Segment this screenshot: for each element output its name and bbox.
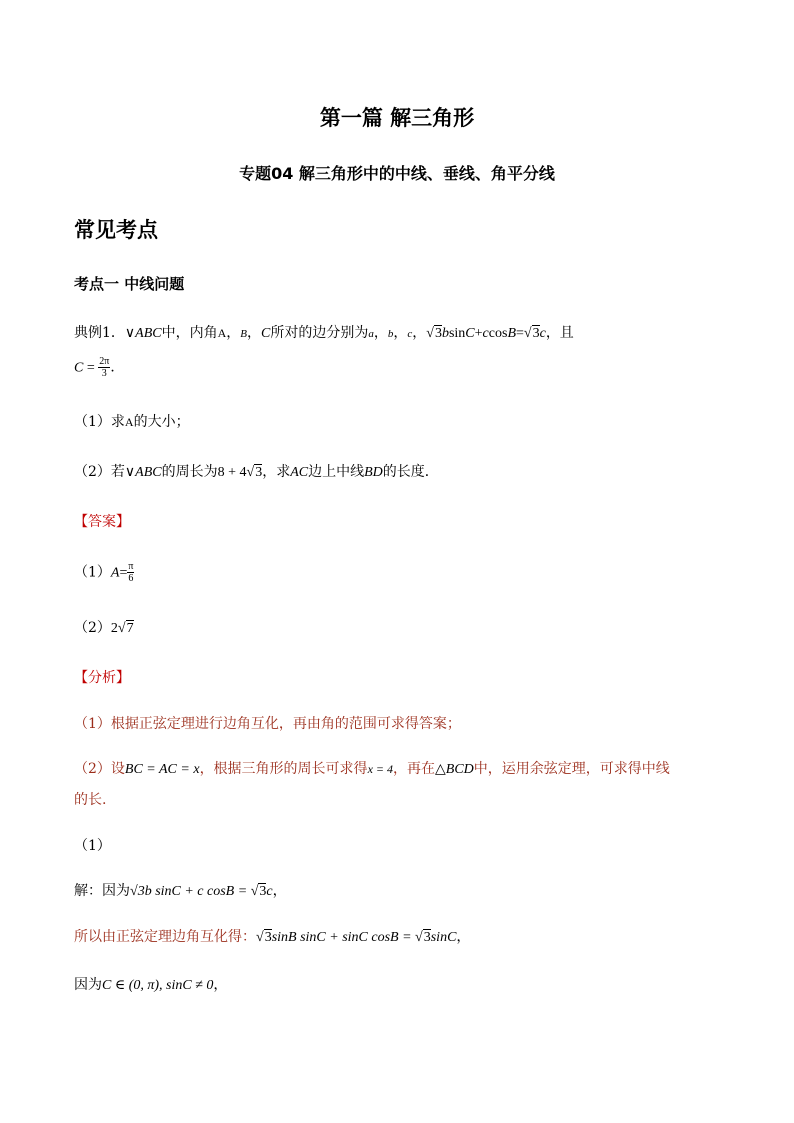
solution-text: 所以由正弦定理边角互化得： bbox=[74, 929, 256, 945]
solution-text: ， bbox=[213, 977, 228, 993]
solution-eq-1-rhs: c bbox=[266, 884, 273, 899]
analysis-x-value: x = 4 bbox=[367, 762, 393, 776]
sqrt-symbol: √ bbox=[130, 884, 138, 899]
fraction-denominator: 3 bbox=[101, 368, 107, 379]
sqrt-radicand: 3 bbox=[255, 465, 263, 480]
question-2 bbox=[74, 463, 439, 482]
median-bd: BD bbox=[364, 465, 383, 480]
question-2-text: 的周长为 bbox=[161, 464, 218, 480]
question-1-rest: 的大小； bbox=[133, 414, 190, 430]
sqrt-radicand: 3 bbox=[259, 884, 267, 899]
sep: ， bbox=[412, 325, 427, 341]
solution-step-label: （1） bbox=[74, 838, 111, 854]
angle-a: A bbox=[217, 326, 227, 340]
question-1-label: （1）求 bbox=[74, 414, 125, 430]
analysis-text: 中，运用余弦定理，可求得中线 bbox=[473, 761, 670, 777]
answer-2-label: （2） bbox=[74, 620, 111, 636]
example-line-1 bbox=[74, 324, 574, 343]
solution-text: ， bbox=[272, 883, 287, 899]
question-2-text: ，求 bbox=[262, 464, 291, 480]
subsection-heading: 考点一 中线问题 bbox=[74, 275, 185, 293]
eq-b-angle: B bbox=[507, 326, 516, 341]
question-2-text: 边上中线 bbox=[308, 464, 365, 480]
answer-1-lhs: A bbox=[110, 565, 120, 581]
sqrt-radicand: 3 bbox=[423, 930, 431, 945]
angle-c-label: C bbox=[74, 360, 84, 376]
eq-c-angle: C bbox=[465, 326, 475, 341]
side-c: c bbox=[407, 328, 413, 340]
eq-rhs-c: c bbox=[539, 326, 546, 341]
answer-2 bbox=[74, 619, 134, 638]
fraction-2pi-3 bbox=[98, 356, 110, 379]
analysis-heading: 【分析】 bbox=[74, 670, 130, 686]
solution-eq-1: 3b sinC + c cosB = bbox=[137, 884, 251, 899]
solution-line-1 bbox=[74, 882, 287, 901]
question-2-label: （2）若 bbox=[74, 464, 125, 480]
example-text: 所对的边分别为 bbox=[270, 325, 369, 341]
fraction-pi-6 bbox=[127, 561, 134, 584]
example-text: 中，内角 bbox=[161, 325, 218, 341]
example-line-2 bbox=[74, 356, 124, 379]
period: ． bbox=[110, 359, 125, 376]
analysis-p1: （1）根据正弦定理进行边角互化，再由角的范围可求得答案； bbox=[74, 716, 461, 732]
eq-c-side: c bbox=[482, 326, 489, 341]
sep: ， bbox=[393, 325, 408, 341]
sqrt-symbol: √ bbox=[117, 621, 126, 636]
analysis-p2-cont: 的长. bbox=[74, 792, 107, 808]
example-prefix: 典例1． bbox=[74, 325, 125, 341]
sep: ， bbox=[226, 325, 241, 341]
side-ac: AC bbox=[290, 465, 309, 480]
eq-equals: = bbox=[516, 326, 524, 341]
section-heading: 常见考点 bbox=[74, 218, 158, 242]
angle-c: C bbox=[261, 326, 271, 341]
triangle-name: ABC bbox=[135, 326, 162, 341]
angle-b: B bbox=[240, 328, 248, 340]
sqrt-symbol: √ bbox=[250, 884, 259, 899]
page-subtitle: 专题04 解三角形中的中线、垂线、角平分线 bbox=[239, 164, 555, 183]
page-title: 第一篇 解三角形 bbox=[319, 106, 475, 130]
question-1 bbox=[74, 413, 190, 431]
solution-eq-2-rhs: sinC bbox=[430, 930, 457, 945]
fraction-denominator: 6 bbox=[128, 573, 134, 584]
solution-eq-2: sinB sinC + sinC cosB = bbox=[271, 930, 416, 945]
question-1-a: A bbox=[124, 415, 134, 429]
question-2-text: 的长度． bbox=[382, 464, 439, 480]
sqrt-radicand: 3 bbox=[532, 326, 540, 341]
sqrt-symbol: √ bbox=[246, 465, 255, 480]
triangle-symbol: ∨ bbox=[124, 465, 136, 480]
sqrt-symbol: √ bbox=[415, 930, 423, 945]
answer-1-eq: = bbox=[119, 565, 128, 581]
answer-1-label: （1） bbox=[74, 564, 111, 581]
solution-line-3 bbox=[74, 976, 227, 995]
eq-sin: sin bbox=[448, 326, 466, 341]
sqrt-radicand: 3 bbox=[434, 326, 442, 341]
perimeter-value: 8 + 4 bbox=[217, 465, 247, 480]
fraction-numerator: π bbox=[128, 561, 134, 572]
side-b: b bbox=[387, 328, 394, 340]
solution-text: 因为 bbox=[74, 977, 102, 993]
answer-2-coef: 2 bbox=[110, 621, 118, 636]
sqrt-symbol: √ bbox=[256, 930, 264, 945]
sep: ， bbox=[247, 325, 262, 341]
solution-eq-3: C ∈ (0, π), sinC ≠ 0 bbox=[102, 978, 214, 993]
answer-heading: 【答案】 bbox=[74, 514, 130, 530]
fraction-numerator: 2π bbox=[99, 356, 110, 367]
eq-b: b bbox=[441, 326, 449, 341]
example-text: ，且 bbox=[545, 325, 574, 341]
sqrt-radicand: 3 bbox=[264, 930, 272, 945]
analysis-text: （2）设 bbox=[74, 761, 125, 777]
analysis-p2 bbox=[74, 760, 670, 779]
side-a: a bbox=[368, 328, 374, 340]
triangle-symbol: ∨ bbox=[124, 326, 136, 341]
answer-1 bbox=[74, 561, 134, 584]
sqrt-symbol: √ bbox=[523, 326, 532, 341]
analysis-text: ，再在 bbox=[393, 761, 435, 777]
sep: ， bbox=[373, 325, 388, 341]
solution-text: 解：因为 bbox=[74, 883, 130, 899]
analysis-text: ，根据三角形的周长可求得 bbox=[199, 761, 368, 777]
triangle-name: ABC bbox=[135, 465, 162, 480]
solution-text: ， bbox=[456, 929, 471, 945]
analysis-eq-bc-ac: BC = AC = x bbox=[124, 762, 200, 777]
eq-plus: + bbox=[474, 326, 483, 341]
analysis-triangle-bcd: △BCD bbox=[435, 762, 474, 777]
solution-line-2 bbox=[74, 928, 470, 947]
sqrt-radicand: 7 bbox=[126, 621, 134, 636]
sqrt-symbol: √ bbox=[426, 326, 434, 341]
eq-cos: cos bbox=[488, 326, 508, 341]
equals-sign: = bbox=[83, 360, 99, 376]
